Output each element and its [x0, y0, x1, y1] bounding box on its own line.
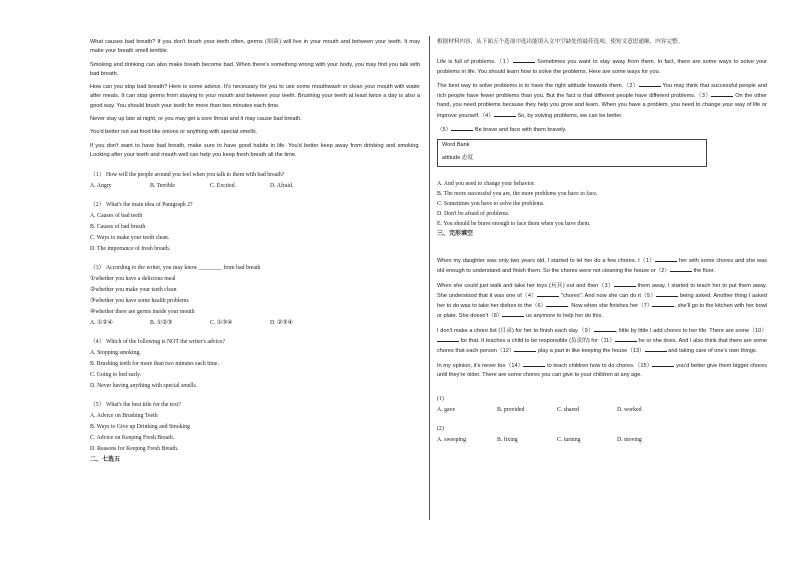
passage-paragraph: If you don't want to have bad breath, make sure to have good habits in life. You'd better keep away from drinking and smoking. Looking after your teeth and mouth well can help you keep fresh breath all the time. — [90, 142, 420, 158]
cloze-paragraph: When my daughter was only two years old, I started to let her do a few chores. I（1） her with some chores and she was old enough to understand and finish them. So the chores were not cleaning the house or（2） the floor. — [437, 257, 767, 275]
cloze-paragraph: When she could just walk and take her toys (玩具) out and then（3） them away. I started to teach her to put them away. She understood that it was one of（4） "chores". And now she can do it（5） being asked. Another thing I asked her to do was to take her dishes to the（6） . Now when she finishes her（7） , she'll go to the kitchen with her bowl or plate. She doesn't（8） us anymore to help her do this. — [437, 282, 767, 320]
instruction: 根据材料内容，从下面五个选项中选出能填入文中空缺处的最佳选项，使短文意思通顺、内容完整。 — [437, 39, 684, 45]
option[interactable]: B. Ways to Give up Drinking and Smoking — [90, 424, 190, 431]
question-options — [90, 318, 420, 329]
option[interactable]: B. ①②③ — [150, 320, 173, 327]
choice-option[interactable]: E. You should be brave enough to face them when you have them. — [437, 220, 591, 227]
option[interactable]: C. shared — [557, 407, 579, 414]
answer-blank[interactable] — [655, 256, 677, 262]
option[interactable]: D. worked — [617, 407, 642, 414]
section-title: 三、完形填空 — [437, 230, 474, 237]
option[interactable]: D. moving — [617, 437, 642, 444]
answer-blank[interactable] — [614, 281, 636, 287]
column-divider — [429, 36, 430, 520]
option[interactable]: A. ①②④ — [90, 320, 113, 327]
answer-blank[interactable] — [494, 111, 516, 117]
option[interactable]: C. Advice on Keeping Fresh Breath. — [90, 435, 175, 442]
option[interactable]: C. Excited. — [210, 183, 236, 190]
option[interactable]: B. Brushing teeth for more than two minutes each time. — [90, 361, 219, 368]
cloze-paragraph: I don't make a chore list (目录) for her to finish each day.（9） , little by little I add chores to her life. There are some（10） for that. It teaches a child to be responsible (负责的) for（11） he or she does. And I also think that there are some chores that each person（12） play a part in like keeping the house（13） and taking care of one's own things. — [437, 327, 767, 355]
answer-blank[interactable] — [652, 361, 674, 367]
answer-blank[interactable] — [437, 336, 459, 342]
question-stem: （5） What's the best title for the text? — [90, 402, 182, 409]
answer-blank[interactable] — [670, 266, 692, 272]
option[interactable]: C. turning — [557, 437, 581, 444]
question-stem: (1) — [437, 396, 444, 403]
choice-option[interactable]: D. Don't be afraid of problems. — [437, 210, 510, 217]
word-bank-entry: attitude 态度 — [442, 154, 474, 161]
passage-paragraph: Smoking and drinking can also make breath become bad. When there's something wrong with your body, you may find you talk with bad breath. — [90, 61, 420, 77]
answer-blank[interactable] — [514, 346, 536, 352]
option[interactable]: A. Causes of bad teeth — [90, 213, 143, 220]
choice-option[interactable]: C. Sometimes you have to solve the problems. — [437, 200, 545, 207]
option[interactable]: C. Going to bed early. — [90, 372, 142, 379]
choice-option[interactable]: A. And you need to change your behavior. — [437, 180, 536, 187]
answer-blank[interactable] — [537, 291, 559, 297]
option[interactable]: C. ①③④ — [210, 320, 233, 327]
option[interactable]: B. Terrible — [150, 183, 175, 190]
statement: ③whether you have some health problems — [90, 298, 189, 305]
question-options — [437, 435, 767, 446]
answer-blank[interactable] — [639, 81, 661, 87]
question-stem: （1） How will the people around you feel when you talk to them with bad breath? — [90, 172, 285, 179]
question-stem: (2) — [437, 426, 444, 433]
option[interactable]: A. Advice on Brushing Teeth — [90, 413, 158, 420]
option[interactable]: A. Angry — [90, 183, 112, 190]
statement: ②whether you make your teeth clean — [90, 287, 177, 294]
answer-blank[interactable] — [546, 301, 568, 307]
option[interactable]: D. The importance of fresh breath. — [90, 246, 171, 253]
passage-paragraph: The best way to solve problems is to have the right attitude towards them.（2） You may think that successful people and rich people have fewer problems than you. But the fact is that different people have different problems.（3） On the other hand, you need problems because they help you grow and learn. When you have a problem, you need to change your way of life or improve yourself.（4） So, by solving problems, we can be better. — [437, 82, 767, 119]
statement: ④whether there are germs inside your mouth — [90, 309, 195, 316]
answer-blank[interactable] — [594, 326, 616, 332]
passage-paragraph: How can you stop bad breath? Here is some advice. It's necessary for you to use some mouthwash or clean your mouth with water after meals. It can stop germs from staying in your mouth and between your teeth. Brushing your teeth at least twice a day is also a good way. You should brush your teeth for more than two minutes each time. — [90, 84, 420, 109]
passage-paragraph: Never stay up late at night, or you may get a sore throat and it may cause bad breath. — [90, 116, 302, 123]
answer-blank[interactable] — [615, 336, 637, 342]
passage-paragraph: You'd better not eat food like onions or anything with special smells. — [90, 129, 258, 136]
right-column — [437, 38, 767, 446]
statement: ①whether you have a delicious meal — [90, 276, 176, 283]
answer-blank[interactable] — [711, 91, 733, 97]
question-stem: （2） What's the main idea of Paragraph 2? — [90, 202, 193, 209]
option[interactable]: D. Afraid. — [270, 183, 294, 190]
option[interactable]: C. Ways to make your teeth clean. — [90, 235, 170, 242]
word-bank-title: Word Bank — [442, 142, 470, 149]
passage-paragraph: （5） Be brave and face with them bravely. — [437, 127, 567, 134]
question-options — [90, 181, 420, 192]
cloze-paragraph: In my opinion, it's never too（14） to teach children how to do chores.（15） you'd better give them bigger chores until they're older. There are some chores you can give to your children at any age. — [437, 362, 768, 378]
word-bank-box — [437, 139, 707, 167]
choice-option[interactable]: B. The more successful you are, the more problems you have to face. — [437, 190, 598, 197]
answer-blank[interactable] — [523, 361, 545, 367]
option[interactable]: B. provided — [497, 407, 525, 414]
option[interactable]: A. Stopping smoking. — [90, 350, 141, 357]
passage-paragraph: What causes bad breath? If you don't brush your teeth often, germs (细菌) will live in your mouth and between your teeth. It may make your breath smell terrible. — [90, 39, 420, 55]
question-stem: （3） According to the writer, you may know ________ from bad breath — [90, 265, 261, 272]
question-stem: （4） Which of the following is NOT the writer's advice? — [90, 339, 226, 346]
answer-blank[interactable] — [513, 57, 535, 63]
passage-paragraph: Life is full of problems.（1） Sometimes you want to stay away from them. In fact, there are some ways to solve your problems in life. You should learn how to solve the problems. Here are some ways for you. — [437, 59, 767, 75]
question-options — [437, 405, 767, 416]
option[interactable]: A. gave — [437, 407, 456, 414]
answer-blank[interactable] — [451, 125, 473, 131]
section-title: 二、七选五 — [90, 457, 121, 464]
answer-blank[interactable] — [652, 301, 674, 307]
option[interactable]: D. Reasons for Keeping Fresh Breath. — [90, 446, 179, 453]
left-column — [90, 38, 420, 466]
option[interactable]: D. ②③④ — [270, 320, 293, 327]
option[interactable]: A. sweeping — [437, 437, 466, 444]
option[interactable]: D. Never having anything with special smells. — [90, 383, 198, 390]
answer-blank[interactable] — [656, 291, 678, 297]
option[interactable]: B. Causes of bad breath — [90, 224, 146, 231]
answer-blank[interactable] — [645, 346, 667, 352]
option[interactable]: B. fixing — [497, 437, 518, 444]
answer-blank[interactable] — [502, 311, 524, 317]
